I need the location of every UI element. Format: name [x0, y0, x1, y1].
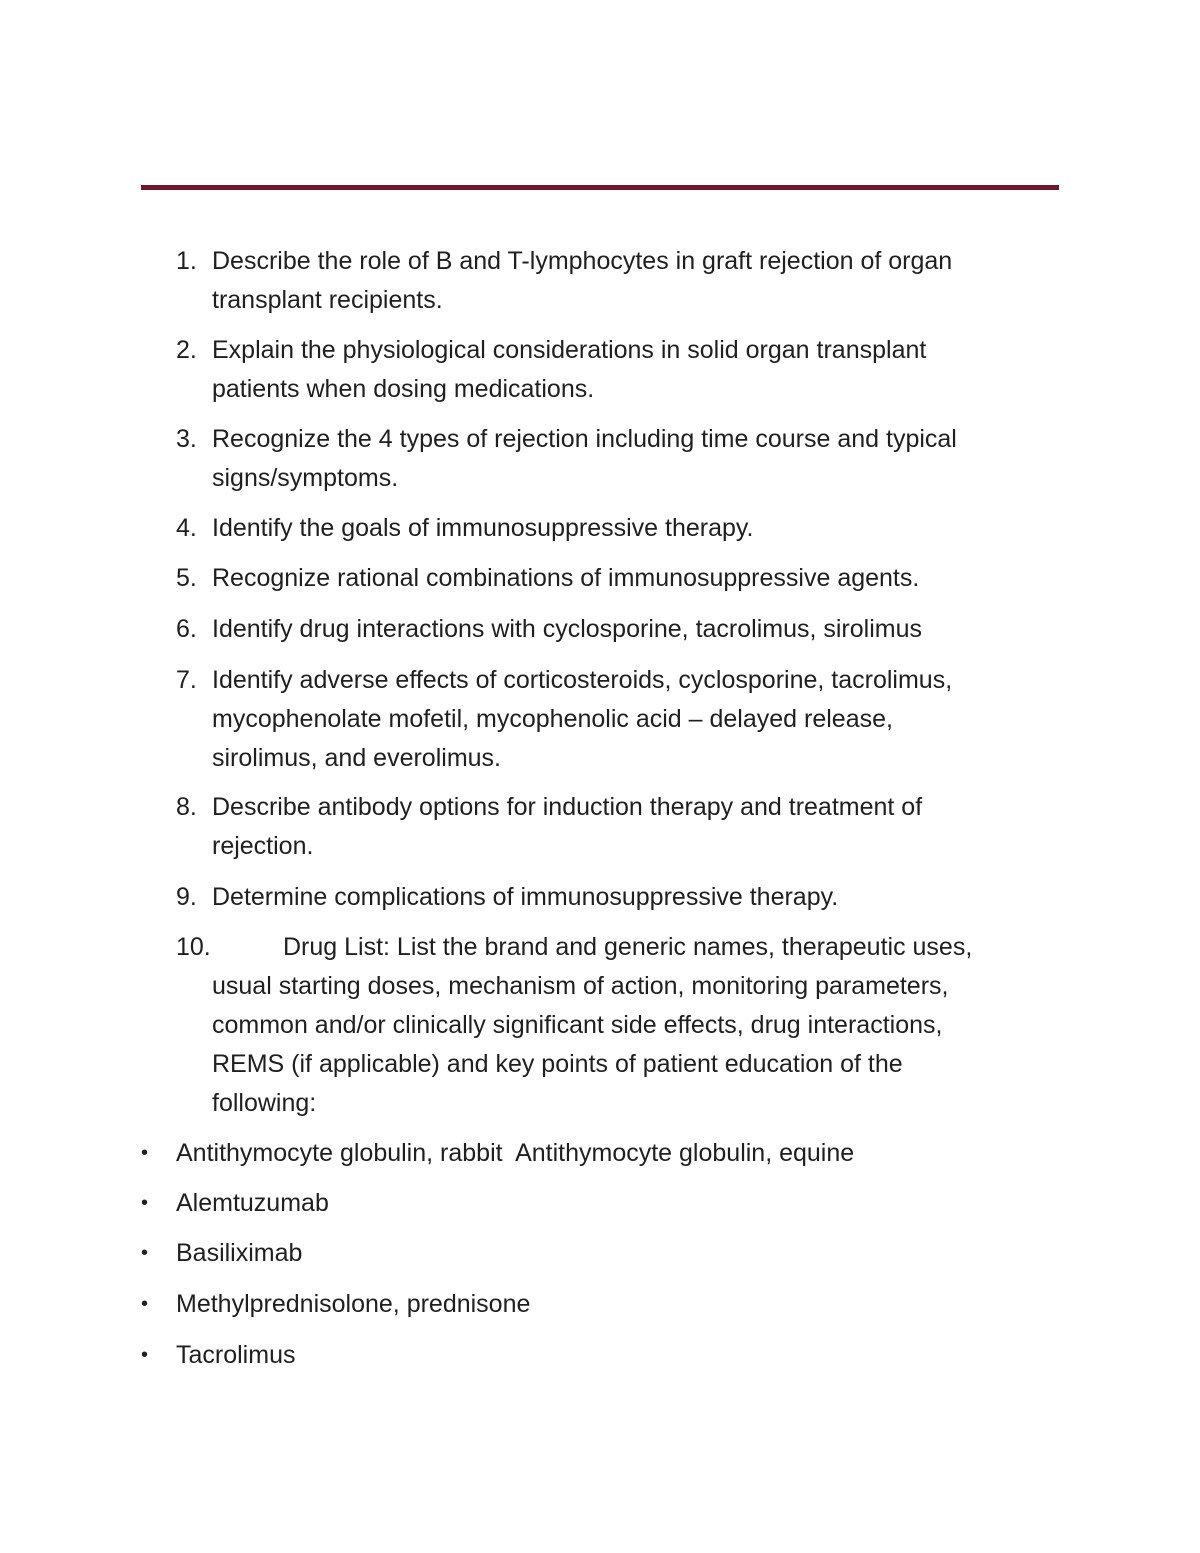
objective-number: 2.: [176, 336, 197, 364]
drug-name: Antithymocyte globulin, rabbit Antithymocyte globulin, equine: [176, 1139, 855, 1167]
objective-number: 3.: [176, 425, 197, 453]
objective-text: Describe antibody options for induction therapy and treatment of rejection.: [212, 793, 923, 860]
drug-name: Alemtuzumab: [176, 1189, 329, 1217]
objective-text: Explain the physiological considerations in solid organ transplant patients when dosing medications.: [212, 336, 927, 403]
objective-number: 1.: [176, 247, 197, 275]
bullet-icon: •: [141, 1192, 149, 1214]
objective-text: Recognize the 4 types of rejection including time course and typical signs/symptoms.: [212, 425, 957, 492]
drug-name: Methylprednisolone, prednisone: [176, 1290, 531, 1318]
bullet-icon: •: [141, 1242, 149, 1264]
objective-number: 5.: [176, 564, 197, 592]
drug-list-first-line: Drug List: List the brand and generic names, therapeutic uses,: [283, 933, 973, 961]
objective-text: Determine complications of immunosuppressive therapy.: [212, 883, 839, 911]
objective-number: 8.: [176, 793, 197, 821]
drug-list-description: usual starting doses, mechanism of action, monitoring parameters, common and/or clinically significant side effects, drug interactions, REMS (if applicable) and key points of patient education of the following:: [212, 972, 949, 1117]
objective-text: Describe the role of B and T-lymphocytes in graft rejection of organ transplant recipients.: [212, 247, 953, 314]
header-rule: [141, 185, 1059, 190]
objective-number: 6.: [176, 615, 197, 643]
objective-text: Recognize rational combinations of immunosuppressive agents.: [212, 564, 920, 592]
bullet-icon: •: [141, 1344, 149, 1366]
drug-name: Tacrolimus: [176, 1341, 296, 1369]
bullet-icon: •: [141, 1142, 149, 1164]
objective-number: 4.: [176, 514, 197, 542]
objective-number: 10.: [176, 933, 211, 961]
bullet-icon: •: [141, 1293, 149, 1315]
objective-text: Identify drug interactions with cyclosporine, tacrolimus, sirolimus: [212, 615, 922, 643]
objective-number: 7.: [176, 666, 197, 694]
objective-number: 9.: [176, 883, 197, 911]
drug-name: Basiliximab: [176, 1239, 303, 1267]
objective-text: Identify the goals of immunosuppressive therapy.: [212, 514, 754, 542]
objective-text: Identify adverse effects of corticosteroids, cyclosporine, tacrolimus, mycophenolate mofetil, mycophenolic acid – delayed release, sirolimus, and everolimus.: [212, 666, 953, 772]
